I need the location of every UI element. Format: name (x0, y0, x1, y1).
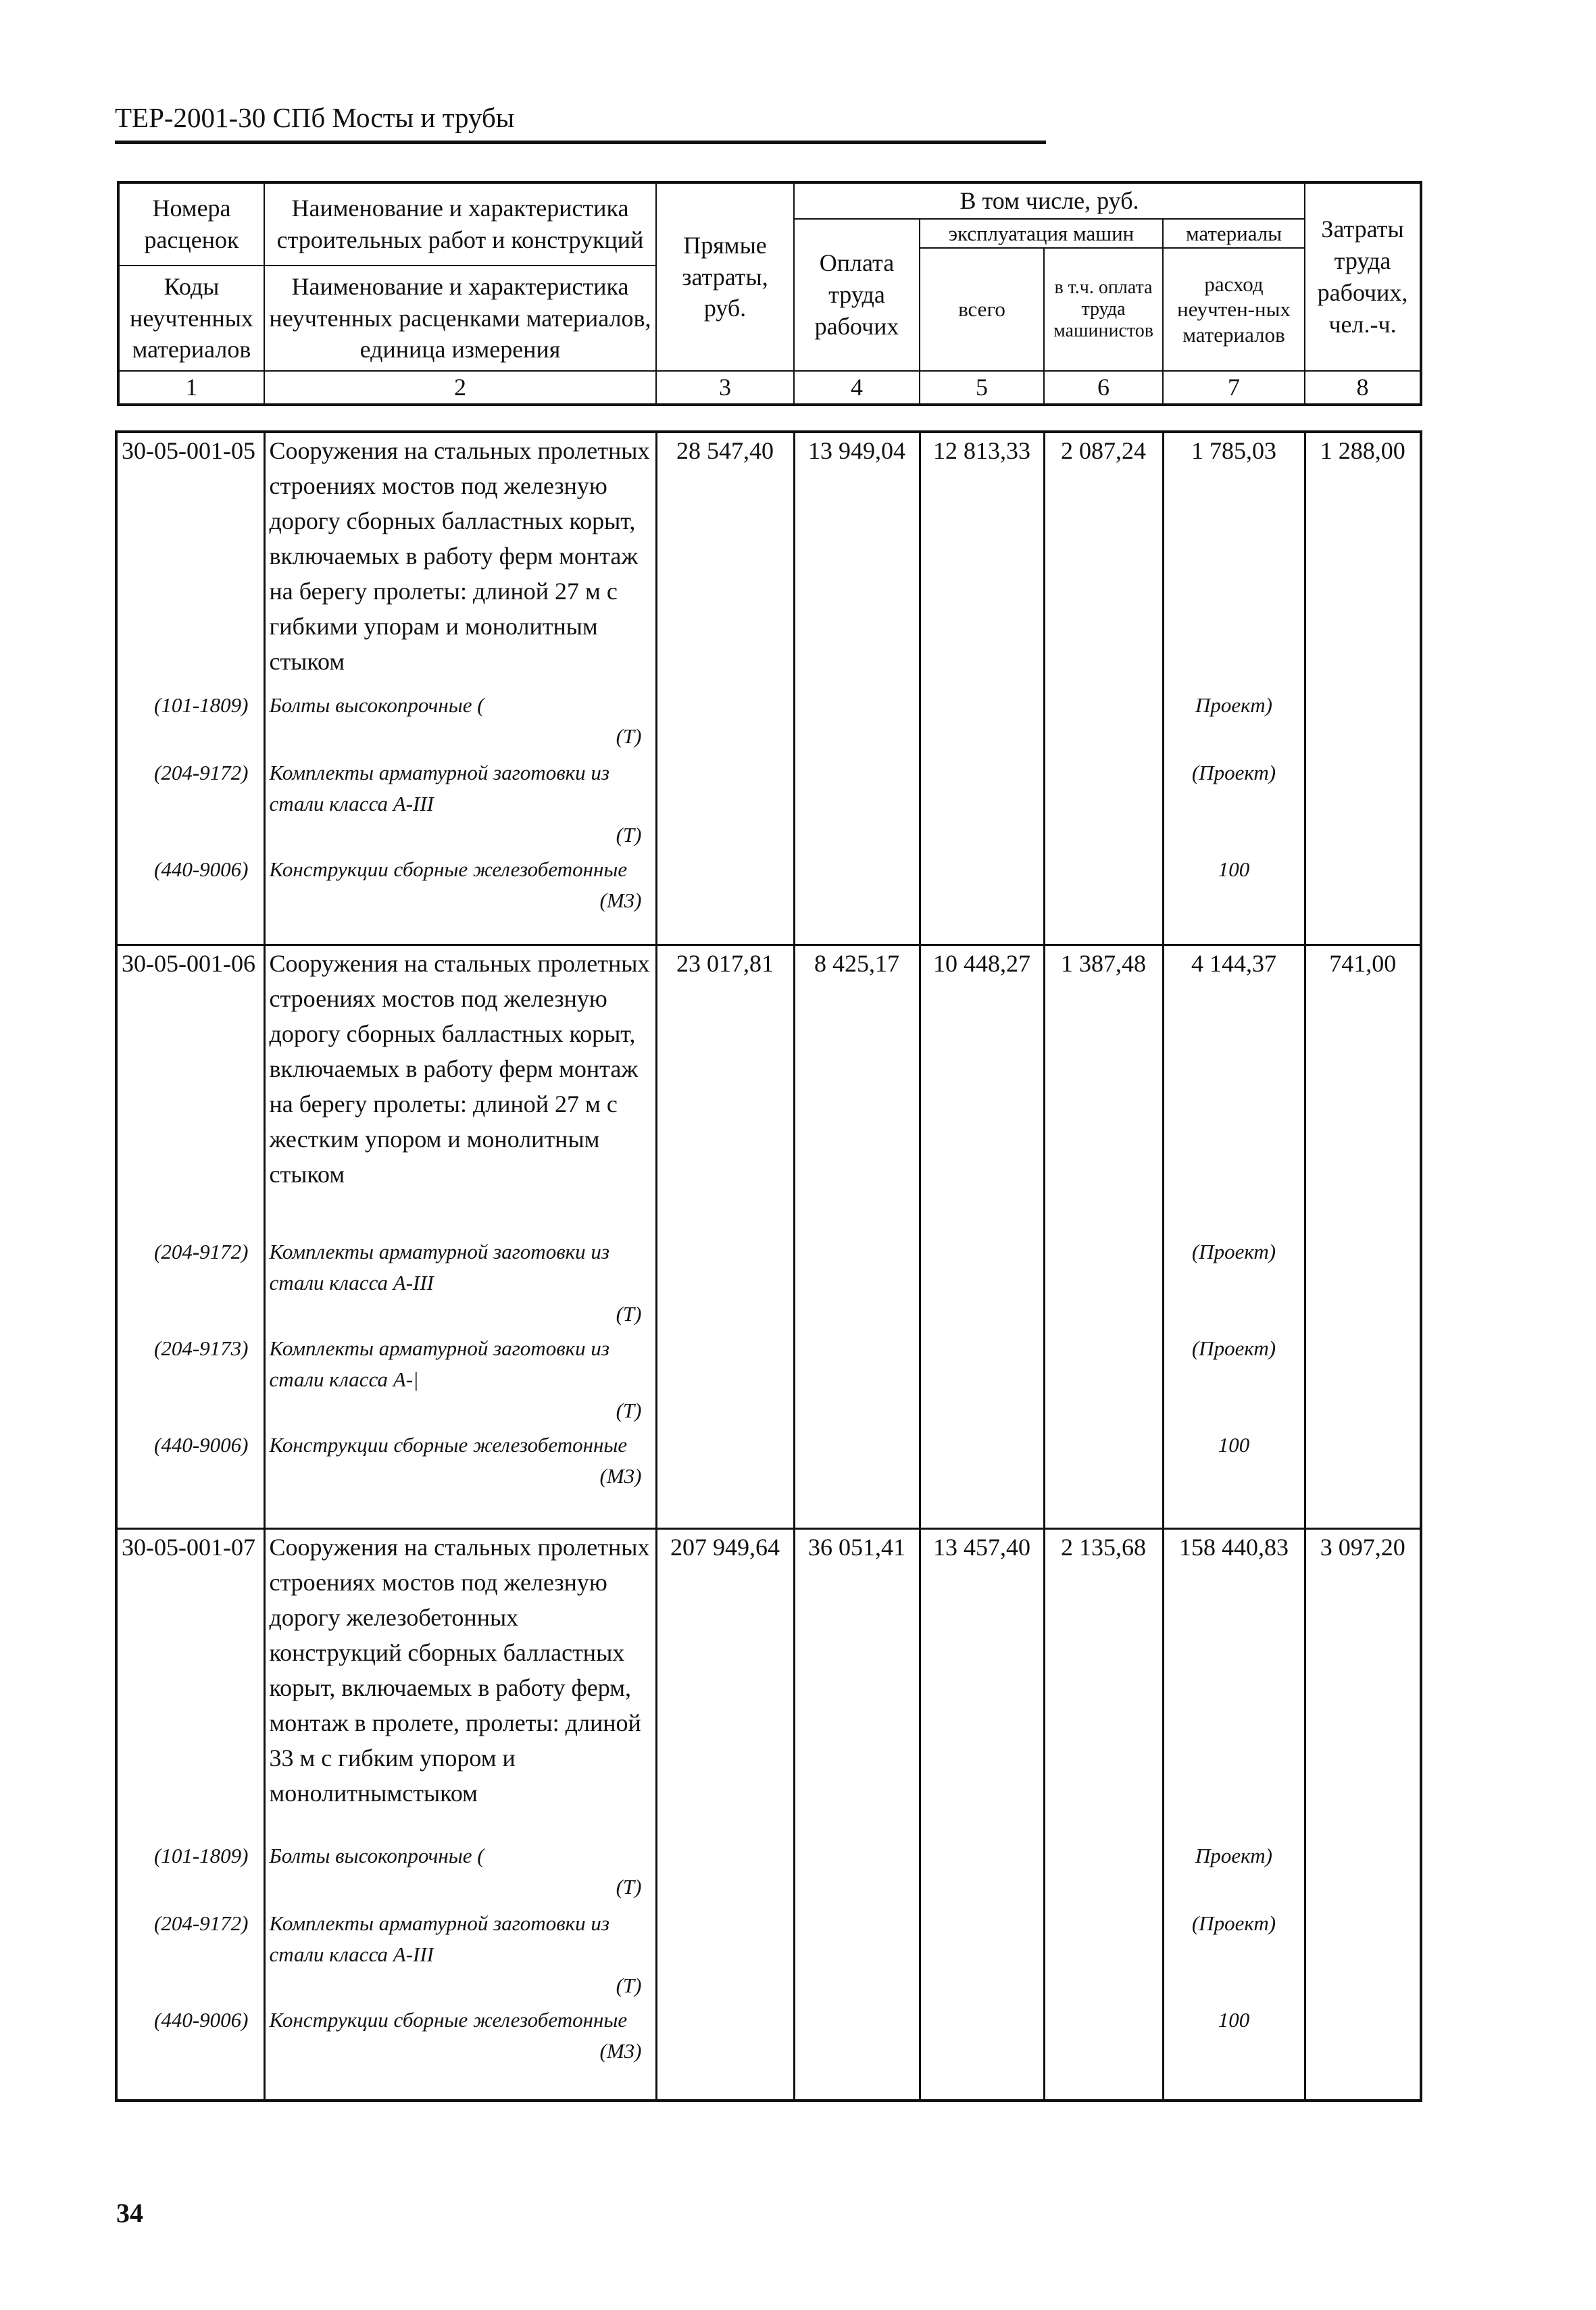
header-machines-group: эксплуатация машин (920, 219, 1163, 248)
header-including-group: В том числе, руб. (794, 182, 1305, 219)
labor-hours-value: 3 097,20 (1305, 1529, 1421, 1841)
header-operators-pay: в т.ч. оплата труда машинистов (1044, 248, 1163, 371)
header-direct-costs: Прямые затраты, руб. (656, 182, 794, 371)
material-unit: (М3) (599, 888, 642, 912)
rate-code: 30-05-001-06 (116, 945, 264, 1237)
material-code: (204-9172) (116, 757, 264, 854)
material-unit: (Т) (616, 823, 642, 847)
direct-costs-value: 23 017,81 (656, 945, 794, 1237)
material-code: (204-9173) (116, 1333, 264, 1430)
material-name: Комплекты арматурной заготовки из стали класса А-III (269, 761, 609, 815)
header-material-codes: Коды неучтенных материалов (118, 266, 264, 371)
header-work-name: Наименование и характеристика строительных работ и конструкций (264, 182, 656, 266)
material-row (116, 1333, 1421, 1430)
direct-costs-value: 207 949,64 (656, 1529, 794, 1841)
header-machines-total: всего (920, 248, 1044, 371)
machines-total-value: 12 813,33 (920, 432, 1044, 690)
material-consumption: (Проект) (1163, 1333, 1305, 1430)
material-row (116, 690, 1421, 757)
rate-description: Сооружения на стальных пролетных строениях мостов под железную дорогу сборных балластных корыт, включаемых в работу ферм монтаж на берегу пролеты: длиной 27 м с гибкими упорам и монолитным стыком (264, 432, 656, 690)
rate-row (116, 945, 1421, 1237)
column-number: 6 (1044, 371, 1163, 405)
header-material-name: Наименование и характеристика неучтенных расценками материалов, единица измерения (264, 266, 656, 371)
labor-pay-value: 36 051,41 (794, 1529, 920, 1841)
rate-code: 30-05-001-05 (116, 432, 264, 690)
header-labor-pay: Оплата труда рабочих (794, 219, 920, 371)
materials-value: 1 785,03 (1163, 432, 1305, 690)
material-code: (204-9172) (116, 1236, 264, 1333)
materials-value: 158 440,83 (1163, 1529, 1305, 1841)
header-labor-hours: Затраты труда рабочих, чел.-ч. (1305, 182, 1421, 371)
header-materials-group: материалы (1163, 219, 1305, 248)
labor-pay-value: 8 425,17 (794, 945, 920, 1237)
labor-hours-value: 1 288,00 (1305, 432, 1421, 690)
material-unit: (Т) (616, 1875, 642, 1899)
column-number: 8 (1305, 371, 1421, 405)
material-row (116, 1236, 1421, 1333)
material-unit: (М3) (599, 1464, 642, 1488)
material-consumption: (Проект) (1163, 757, 1305, 854)
material-code: (101-1809) (116, 690, 264, 757)
column-number: 2 (264, 371, 656, 405)
page-number: 34 (116, 2198, 143, 2228)
direct-costs-value: 28 547,40 (656, 432, 794, 690)
material-consumption: (Проект) (1163, 1908, 1305, 2005)
rate-code: 30-05-001-07 (116, 1529, 264, 1841)
material-name: Конструкции сборные железобетонные (269, 2008, 628, 2032)
material-code: (440-9006) (116, 1430, 264, 1529)
material-consumption: 100 (1163, 1430, 1305, 1529)
material-consumption: Проект) (1163, 690, 1305, 757)
rate-description: Сооружения на стальных пролетных строениях мостов под железную дорогу сборных балластных корыт, включаемых в работу ферм монтаж на берегу пролеты: длиной 27 м с жестким упором и монолитным стыком (264, 945, 656, 1237)
machines-total-value: 13 457,40 (920, 1529, 1044, 1841)
labor-pay-value: 13 949,04 (794, 432, 920, 690)
material-consumption: 100 (1163, 854, 1305, 945)
material-unit: (Т) (616, 724, 642, 748)
column-number: 7 (1163, 371, 1305, 405)
material-name: Комплекты арматурной заготовки из стали класса А-| (269, 1336, 609, 1391)
material-row (116, 1908, 1421, 2005)
material-row (116, 1840, 1421, 1908)
material-name: Конструкции сборные железобетонные (269, 857, 628, 881)
materials-value: 4 144,37 (1163, 945, 1305, 1237)
header-rate-number: Номера расценок (118, 182, 264, 266)
column-number: 3 (656, 371, 794, 405)
header-unaccounted-materials: расход неучтен-ных материалов (1163, 248, 1305, 371)
material-code: (440-9006) (116, 2005, 264, 2101)
material-unit: (Т) (616, 1974, 642, 1997)
document-title: ТЕР-2001-30 СПб Мосты и трубы (115, 102, 515, 133)
column-header-table (117, 181, 1422, 406)
title-underline (115, 141, 1046, 144)
material-row (116, 757, 1421, 854)
material-consumption: 100 (1163, 2005, 1305, 2101)
material-name: Болты высокопрочные ( (269, 693, 484, 717)
rate-description: Сооружения на стальных пролетных строениях мостов под железную дорогу железобетонных конструкций сборных балластных корыт, включаемых в работу ферм, монтаж в пролете, пролеты: длиной 33 м с гибким упором и монолитнымстыком (264, 1529, 656, 1841)
material-code: (101-1809) (116, 1840, 264, 1908)
material-unit: (Т) (616, 1302, 642, 1326)
material-name: Болты высокопрочные ( (269, 1844, 484, 1867)
material-name: Комплекты арматурной заготовки из стали класса А-III (269, 1240, 609, 1295)
rates-table (115, 430, 1422, 2102)
column-number: 4 (794, 371, 920, 405)
operators-pay-value: 2 087,24 (1044, 432, 1163, 690)
column-number: 1 (118, 371, 264, 405)
material-row (116, 854, 1421, 945)
material-consumption: Проект) (1163, 1840, 1305, 1908)
material-consumption: (Проект) (1163, 1236, 1305, 1333)
column-number: 5 (920, 371, 1044, 405)
machines-total-value: 10 448,27 (920, 945, 1044, 1237)
material-unit: (Т) (616, 1399, 642, 1422)
material-name: Конструкции сборные железобетонные (269, 1433, 628, 1457)
material-unit: (М3) (599, 2039, 642, 2063)
rate-row (116, 1529, 1421, 1841)
material-code: (440-9006) (116, 854, 264, 945)
material-code: (204-9172) (116, 1908, 264, 2005)
labor-hours-value: 741,00 (1305, 945, 1421, 1237)
rate-row (116, 432, 1421, 690)
material-row (116, 1430, 1421, 1529)
material-name: Комплекты арматурной заготовки из стали класса А-III (269, 1911, 609, 1966)
material-row (116, 2005, 1421, 2101)
operators-pay-value: 2 135,68 (1044, 1529, 1163, 1841)
operators-pay-value: 1 387,48 (1044, 945, 1163, 1237)
